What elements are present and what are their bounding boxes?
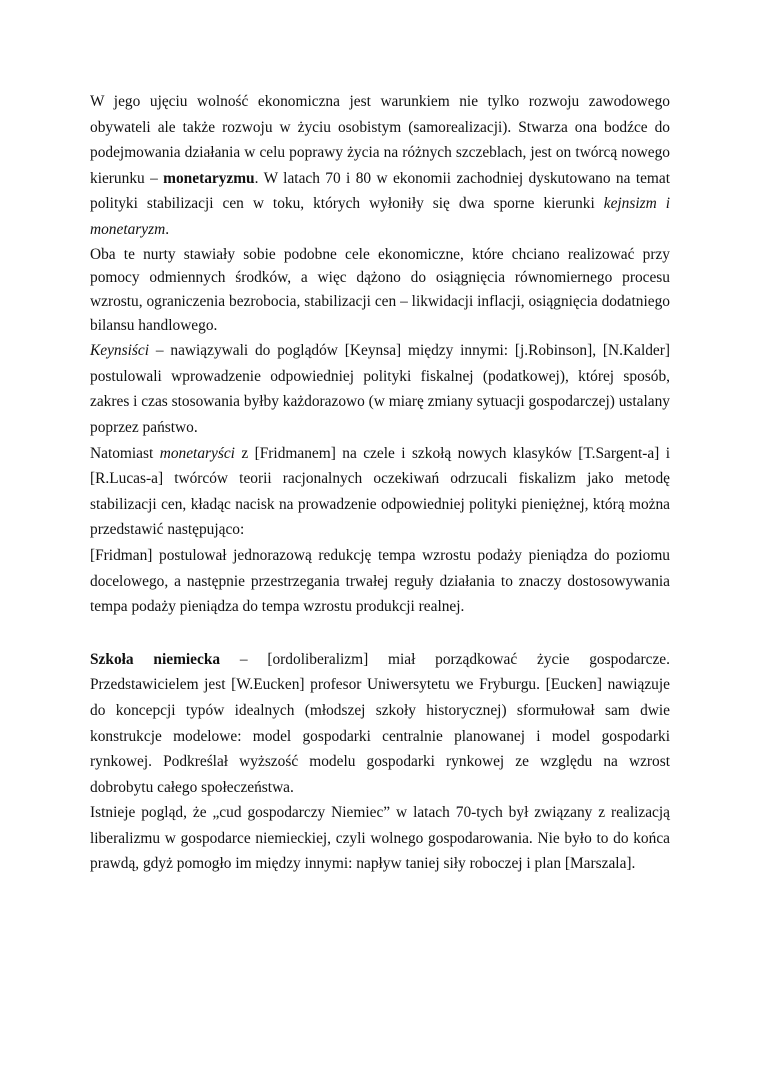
text-run: – nawiązywali do poglądów [Keynsa] między innymi: [j.Robinson], [N.Kalder] postulowali wprowadzenie odpowiedniej polityki fiskalnej (podatkowej), której sposób, zakres i czas stosowania byłby każdorazowo (w miarę zmiany sytuacji gospodarczej) ustalany poprzez państwo. xyxy=(90,342,670,436)
text-run: z [Fridmanem] na czele i szkołą nowych klasyków [T.Sargent-a] i [R.Lucas-a] twórców teorii racjonalnych oczekiwań odrzucali fiskalizm jako metodę stabilizacji cen, kładąc nacisk na prowadzenie odpowiedniej polityki pieniężnej, którą można przedstawić następująco: xyxy=(90,444,671,539)
bold-heading-szkola-niemiecka: Szkoła niemiecka xyxy=(90,650,221,668)
text-run: . xyxy=(165,220,170,238)
text-run: – [ordoliberalizm] miał porządkować życie gospodarcze. Przedstawicielem jest [W.Eucken] profesor Uniwersytetu we Fryburgu. [Eucken] nawiązuje do koncepcji typów idealnych (młodszej szkoły historycznej) sformułował sam dwie konstrukcje modelowe: model gospodarki centralnie planowanej i model gospodarki rynkowej. Podkreślał wyższość modelu gospodarki rynkowej ze względu na wzrost dobrobytu całego społeczeństwa. xyxy=(90,650,670,796)
paragraph-fridman: [Fridman] postulował jednorazową redukcję tempa wzrostu podaży pieniądza do poziomu docelowego, a następnie przestrzegania trwałej reguły działania to znaczy dostosowywania tempa podaży pieniądza do tempa wzrostu produkcji realnej. xyxy=(90,546,670,616)
blank-line xyxy=(90,620,670,647)
text-run: Natomiast xyxy=(90,444,160,462)
italic-term-keynsisci: Keynsiści xyxy=(90,342,149,360)
paragraph-keynesians xyxy=(90,338,670,440)
text-run: . W latach 70 i 80 w ekonomii zachodniej dyskutowano na temat polityki stabilizacji cen w toku, których wyłoniły się dwa sporne kierunki xyxy=(90,169,671,213)
paragraph-monetarism-intro xyxy=(90,89,670,243)
italic-term-monetarysci: monetaryści xyxy=(159,444,235,462)
text-run: W jego ujęciu wolność ekonomiczna jest warunkiem nie tylko rozwoju zawodowego obywateli ale także rozwoju w życiu osobistym (samorealizacji). Stwarza ona bodźce do podejmowania działania w celu poprawy życia na różnych szczeblach, jest on twórcą nowego kierunku – xyxy=(90,93,670,187)
bold-term-monetaryzm: monetaryzmu xyxy=(163,169,255,187)
italic-term-kejnsizm-monetaryzm: kejnsizm i monetaryzm xyxy=(90,195,670,238)
paragraph-economic-miracle: Istnieje pogląd, że „cud gospodarczy Niemiec” w latach 70-tych był związany z realizacją liberalizmu w gospodarce niemieckiej, czyli wolnego gospodarowania. Nie było to do końca prawdą, gdyż pomogło im między innymi: napływ taniej siły roboczej i plan [Marszala]. xyxy=(90,804,670,873)
paragraph-monetarists xyxy=(90,441,670,543)
paragraph-german-school xyxy=(90,647,670,801)
paragraph-common-goals: Oba te nurty stawiały sobie podobne cele ekonomiczne, które chciano realizować przy pomocy odmiennych środków, a więc dążono do osiągnięcia równomiernego procesu wzrostu, ograniczenia bezrobocia, stabilizacji cen – likwidacji inflacji, osiągnięcia dodatniego bilansu handlowego. xyxy=(90,245,670,335)
